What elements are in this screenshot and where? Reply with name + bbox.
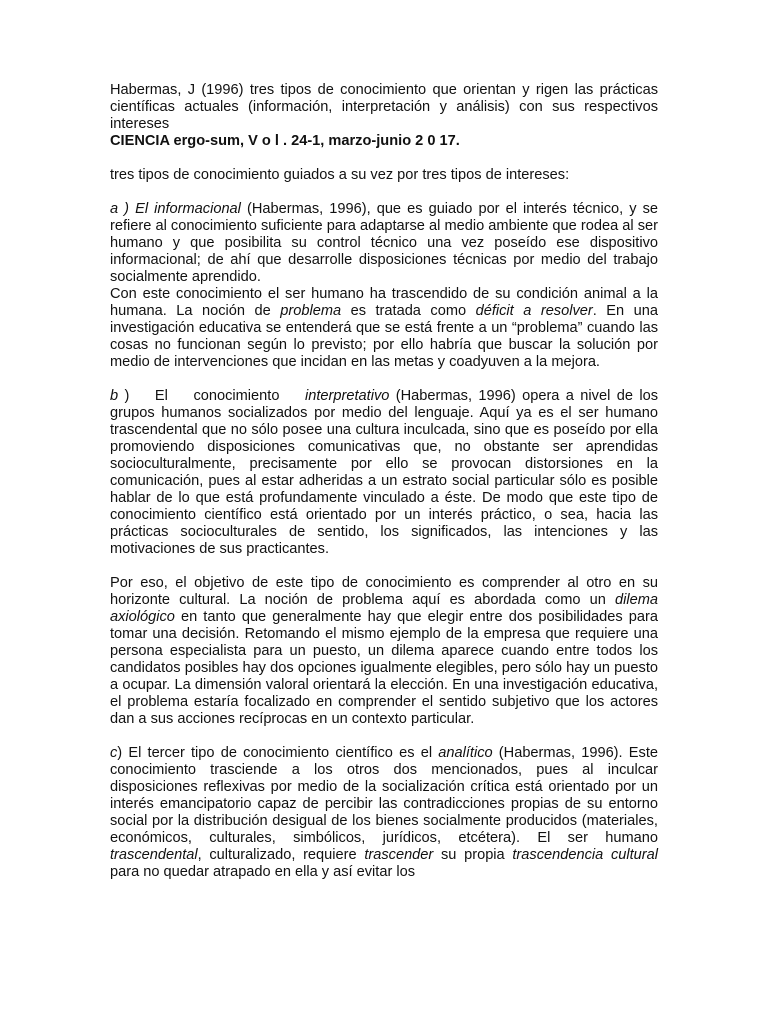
para-a-term: El informacional [135, 201, 241, 217]
paragraph-a-continued [110, 286, 658, 371]
para-a2-term-problema: problema [280, 303, 342, 319]
paragraph-gap [110, 728, 658, 745]
para-c-text-1: ) El tercer tipo de conocimiento científico es el [117, 745, 439, 761]
para-b-text-1: ) El conocimiento [118, 388, 305, 404]
para-c-text-5: para no quedar atrapado en ella y así evitar los [110, 864, 416, 880]
para-c-text-4: su propia [433, 847, 513, 863]
para-a2-text-1: Con este conocimiento el ser humano ha trascendido de su condición animal a la humana. La noción de [110, 286, 658, 319]
para-c-text-2: (Habermas, 1996). Este conocimiento trasciende a los otros dos mencionados, pues al inculcar disposiciones reflexivas por medio de la socialización crítica está orientado por un interés emancipatorio capaz de percibir las contradicciones propias de su entorno social por la distribución desigual de los bienes socialmente producidos (materiales, económicos, culturales, simbólicos, jurídicos, etcétera). El ser humano [110, 745, 658, 846]
intro-paragraph: tres tipos de conocimiento guiados a su vez por tres tipos de intereses: [110, 167, 570, 183]
para-c-text-3: , culturalizado, requiere [197, 847, 365, 863]
citation-paragraph [110, 82, 658, 150]
para-b2-term: dilema axiológico [110, 592, 658, 625]
paragraph-gap [110, 150, 658, 167]
citation-source: CIENCIA ergo-sum, V o l . 24-1, marzo-junio 2 0 17. [110, 133, 460, 149]
para-a-text: (Habermas, 1996), que es guiado por el interés técnico, y se refiere al conocimiento suficiente para adaptarse al medio ambiente que rodea al ser humano y que posibilita su control técnico una vez poseído ese dispositivo informacional; de ahí que desarrolle disposiciones técnicas por medio del trabajo socialmente aprendido. [110, 201, 658, 285]
para-c-term-trascendencia: trascendencia cultural [512, 847, 658, 863]
para-a2-term-deficit: déficit a resolver [475, 303, 593, 319]
paragraph-c [110, 745, 658, 881]
paragraph-gap [110, 558, 658, 575]
citation-text: Habermas, J (1996) tres tipos de conocimiento que orientan y rigen las prácticas científicas actuales (información, interpretación y análisis) con sus respectivos intereses [110, 82, 658, 132]
para-c-term-trascender: trascender [364, 847, 434, 863]
para-a-marker: a ) [110, 201, 136, 217]
paragraph-gap [110, 184, 658, 201]
paragraph-b [110, 388, 658, 558]
para-a2-text-3: . En una investigación educativa se entenderá que se está frente a un “problema” cuando las cosas no funcionan según lo previsto; por ello habría que buscar la solución por medio de intervenciones que incidan en las metas y coadyuven a la mejora. [110, 303, 658, 370]
paragraph-a [110, 201, 658, 286]
para-b2-text-2: en tanto que generalmente hay que elegir entre dos posibilidades para tomar una decisión. Retomando el mismo ejemplo de la empresa que requiere una persona especialista para un puesto, un dilema aparece cuando entre todos los candidatos posibles hay dos opciones igualmente elegibles, pero sólo hay un puesto a ocupar. La dimensión valoral orientará la elección. En una investigación educativa, el problema estaría focalizado en comprender el sentido subjetivo que los actores dan a sus acciones recíprocas en un contexto particular. [110, 609, 658, 727]
para-b2-text-1: Por eso, el objetivo de este tipo de conocimiento es comprender al otro en su horizonte cultural. La noción de problema aquí es abordada como un [110, 575, 658, 608]
document-page [110, 82, 658, 881]
para-c-term-analitico: analítico [438, 745, 493, 761]
para-c-marker: c [110, 745, 118, 761]
para-b-text-2: (Habermas, 1996) opera a nivel de los grupos humanos socializados por medio del lenguaje. Aquí ya es el ser humano trascendental que no sólo posee una cultura inculcada, sino que es poseído por ella promoviendo disposiciones comunicativas que, no obstante ser aprendidas socioculturalmente, precisamente por ello se provocan distorsiones en la comunicación, pues al estar adheridas a un estrato social particular sólo es posible hablar de lo que está profundamente vinculado a éste. De modo que este tipo de conocimiento científico está orientado por un interés práctico, o sea, hacia las prácticas socioculturales de sentido, los significados, las intenciones y las motivaciones de sus practicantes. [110, 388, 658, 557]
paragraph-gap [110, 371, 658, 388]
para-a2-text-2: es tratada como [341, 303, 476, 319]
paragraph-b-continued [110, 575, 658, 728]
para-c-term-trascendental: trascendental [110, 847, 198, 863]
para-b-marker: b [110, 388, 119, 404]
para-b-term: interpretativo [305, 388, 390, 404]
